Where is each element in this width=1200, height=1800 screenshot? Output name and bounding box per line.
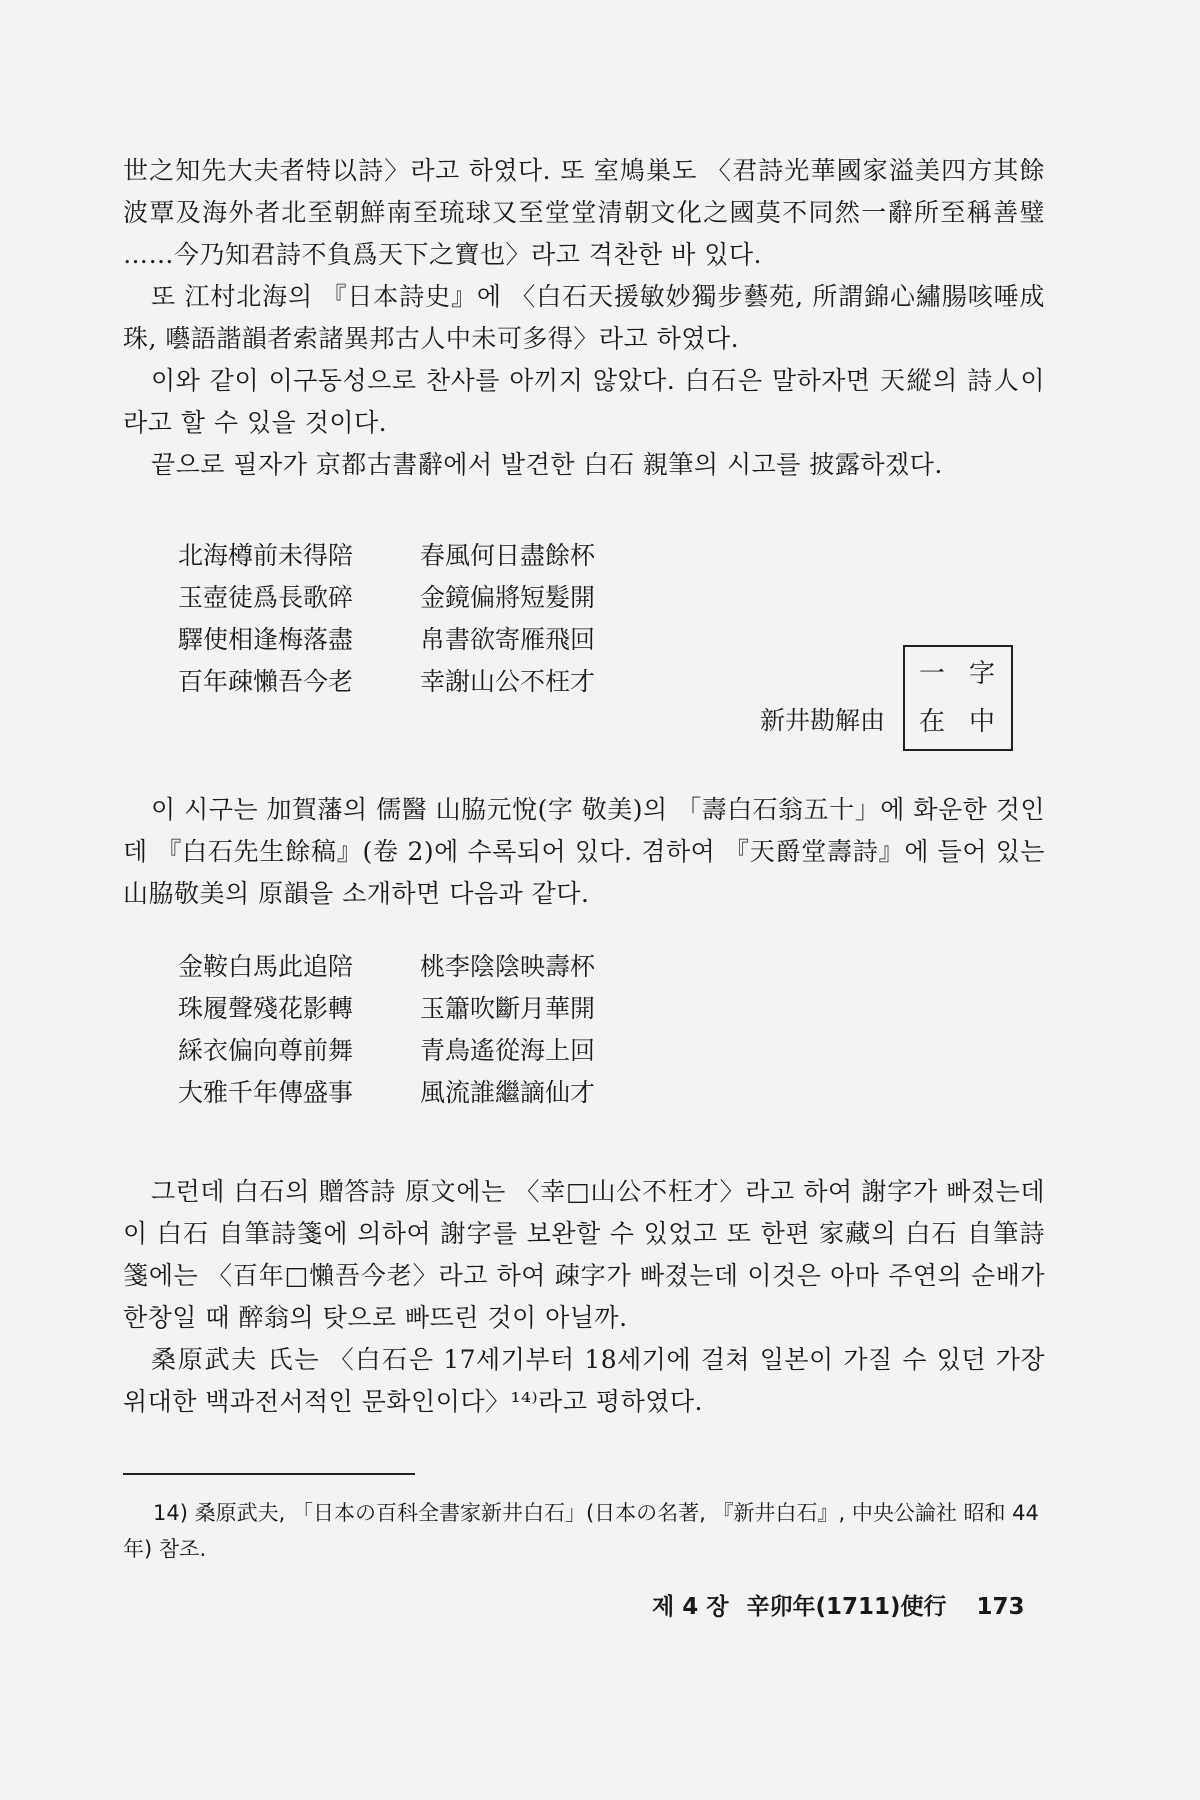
- poem-original-rhyme: [178, 946, 670, 1114]
- paragraph: 이 시구는 加賀藩의 儒醫 山脇元悅(字 敬美)의 「壽白石翁五十」에 화운한 것인데 『白石先生餘稿』(卷 2)에 수록되어 있다. 겸하여 『天爵堂壽詩』에 들어 있는 山脇敬美의 原韻을 소개하면 다음과 같다.: [123, 795, 1045, 908]
- poem-verse: 北海樽前未得陪: [178, 541, 354, 570]
- footer-title: 辛卯年(1711)使行: [746, 1594, 947, 1620]
- paragraph: 世之知先大夫者特以詩〉라고 하였다. 또 室鳩巣도 〈君詩光華國家溢美四方其餘波覃及海外者北至朝鮮南至琉球又至堂堂清朝文化之國莫不同然一辭所至稱善璧 ……今乃知君詩不負爲天下之寶也〉라고 격찬한 바 있다.: [123, 156, 1045, 269]
- paragraph: 끝으로 필자가 京都古書辭에서 발견한 白石 親筆의 시고를 披露하겠다.: [151, 450, 943, 479]
- poem-verse: 青鳥遙從海上回: [420, 1036, 596, 1065]
- seal-box: [903, 645, 1013, 749]
- poem-line: [178, 619, 670, 661]
- poem-verse: 風流誰繼謫仙才: [420, 1078, 596, 1107]
- poem-verse: 驛使相逢梅落盡: [178, 625, 354, 654]
- poem-verse: 金鞍白馬此追陪: [178, 952, 354, 981]
- body-text-middle: [123, 789, 1045, 915]
- poem-line: [178, 661, 670, 703]
- poem-line: [178, 1072, 670, 1114]
- seal-char: 在: [919, 707, 946, 737]
- seal-char: 中: [969, 707, 996, 737]
- poem-line: [178, 988, 670, 1030]
- page-number: 173: [976, 1594, 1025, 1620]
- poem-verse: 珠履聲殘花影轉: [178, 994, 354, 1023]
- body-text-bottom: [123, 1171, 1045, 1423]
- poem-line: [178, 577, 670, 619]
- seal-char: 一: [919, 659, 946, 689]
- poem-verse: 大雅千年傳盛事: [178, 1078, 354, 1107]
- poem-line: [178, 1030, 670, 1072]
- paragraph: 桑原武夫 氏는 〈白石은 17세기부터 18세기에 걸쳐 일본이 가질 수 있던 가장 위대한 백과전서적인 문화인이다〉¹⁴⁾라고 평하였다.: [123, 1345, 1045, 1416]
- paragraph: 이와 같이 이구동성으로 찬사를 아끼지 않았다. 白石은 말하자면 天縱의 詩人이라고 할 수 있을 것이다.: [123, 366, 1045, 437]
- poem-verse: 百年疎懶吾今老: [178, 667, 354, 696]
- paragraph: 그런데 白石의 贈答詩 原文에는 〈幸□山公不枉才〉라고 하여 謝字가 빠졌는데 이 白石 自筆詩箋에 의하여 謝字를 보완할 수 있었고 또 한편 家藏의 白石 自筆詩箋에는 〈百年□懶吾今老〉라고 하여 疎字가 빠졌는데 이것은 아마 주연의 순배가 한창일 때 醉翁의 탓으로 빠뜨린 것이 아닐까.: [123, 1177, 1045, 1332]
- poem-hakuseki: [178, 535, 670, 703]
- poem-verse: 帛書欲寄雁飛回: [420, 625, 596, 654]
- seal-border: [903, 749, 1013, 751]
- paragraph: 또 江村北海의 『日本詩史』에 〈白石天援敏妙獨步藝苑, 所謂錦心繡腸咳唾成珠, 囈語諧韻者索諸異邦古人中未可多得〉라고 하였다.: [123, 282, 1045, 353]
- footnote-divider: [123, 1473, 415, 1475]
- poem-verse: 金鏡偏將短髮開: [420, 583, 596, 612]
- running-footer: [652, 1590, 1025, 1624]
- poem-verse: 玉簫吹斷月華開: [420, 994, 596, 1023]
- poem-verse: 春風何日盡餘杯: [420, 541, 596, 570]
- poem-line: [178, 535, 670, 577]
- poem-verse: 幸謝山公不枉才: [420, 667, 596, 696]
- body-text-top: [123, 150, 1045, 486]
- footnote: [123, 1495, 1045, 1567]
- footnote-text: 14) 桑原武夫, 「日本の百科全書家新井白石」(日本の名著, 『新井白石』, 中央公論社 昭和 44年) 참조.: [123, 1501, 1039, 1561]
- poem-verse: 玉壺徒爲長歌碎: [178, 583, 354, 612]
- poem-verse: 桃李陰陰映壽杯: [420, 952, 596, 981]
- poem-signature: 新井勘解由: [760, 706, 886, 735]
- poem-line: [178, 946, 670, 988]
- poem-verse: 綵衣偏向尊前舞: [178, 1036, 354, 1065]
- footer-chapter: 제 4 장: [652, 1594, 729, 1620]
- seal-char: 字: [969, 659, 996, 689]
